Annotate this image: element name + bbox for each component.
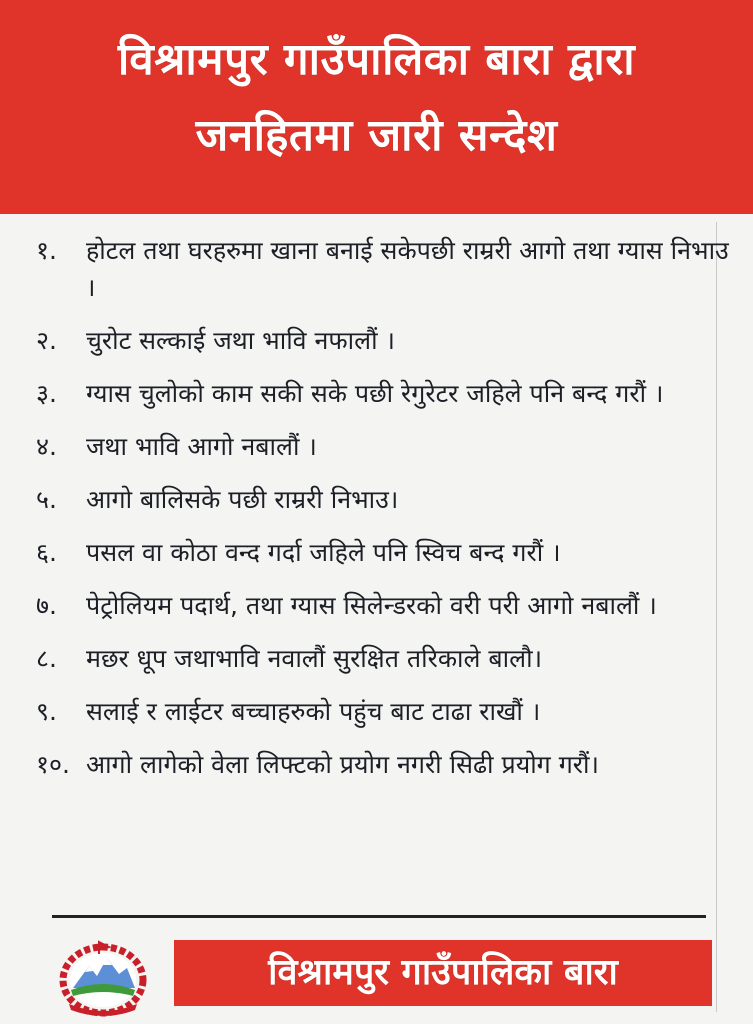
list-item <box>36 232 736 306</box>
item-number: ८. <box>36 644 57 673</box>
item-number: ५. <box>36 485 57 514</box>
header-banner <box>0 0 753 214</box>
list-item <box>36 322 736 359</box>
list-item <box>36 375 736 412</box>
item-text: मछर धूप जथाभावि नवालौं सुरक्षित तरिकाले बालौ। <box>86 644 543 673</box>
item-number: ९. <box>36 697 57 726</box>
item-number: ६. <box>36 538 57 567</box>
item-text: आगो बालिसके पछी राम्ररी निभाउ। <box>86 485 399 514</box>
item-number: १०. <box>36 750 70 779</box>
item-number: १. <box>36 236 57 265</box>
list-item <box>36 481 736 518</box>
header-title-line2: जनहितमा जारी सन्देश <box>195 110 558 161</box>
header-title-line1: विश्रामपुर गाउँपालिका बारा द्वारा <box>117 34 636 85</box>
item-number: ३. <box>36 379 57 408</box>
nepal-emblem-icon <box>55 938 151 1018</box>
item-number: ४. <box>36 432 57 461</box>
list-item <box>36 693 736 730</box>
list-item <box>36 534 736 571</box>
footer-banner: विश्रामपुर गाउँपालिका बारा <box>174 940 712 1006</box>
divider-line <box>52 915 706 918</box>
list-item <box>36 746 736 783</box>
list-item <box>36 640 736 677</box>
message-list <box>36 232 736 799</box>
item-text: होटल तथा घरहरुमा खाना बनाई सकेपछी राम्ररी आगो तथा ग्यास निभाउ । <box>86 236 729 302</box>
item-text: सलाई र लाईटर बच्चाहरुको पहुंच बाट टाढा राखौं । <box>86 697 541 726</box>
item-text: ग्यास चुलोको काम सकी सके पछी रेगुरेटर जहिले पनि बन्द गरौं । <box>86 379 664 408</box>
item-text: चुरोट सल्काई जथा भावि नफालौं । <box>86 326 395 355</box>
list-item <box>36 428 736 465</box>
item-number: ७. <box>36 591 57 620</box>
item-text: जथा भावि आगो नबालौं । <box>86 432 317 461</box>
item-text: पसल वा कोठा वन्द गर्दा जहिले पनि स्विच बन्द गरौं । <box>86 538 561 567</box>
item-text: आगो लागेको वेला लिफ्टको प्रयोग नगरी सिढी प्रयोग गरौं। <box>86 750 599 779</box>
list-item <box>36 587 736 624</box>
item-number: २. <box>36 326 57 355</box>
item-text: पेट्रोलियम पदार्थ, तथा ग्यास सिलेन्डरको वरी परी आगो नबालौं । <box>86 591 657 620</box>
